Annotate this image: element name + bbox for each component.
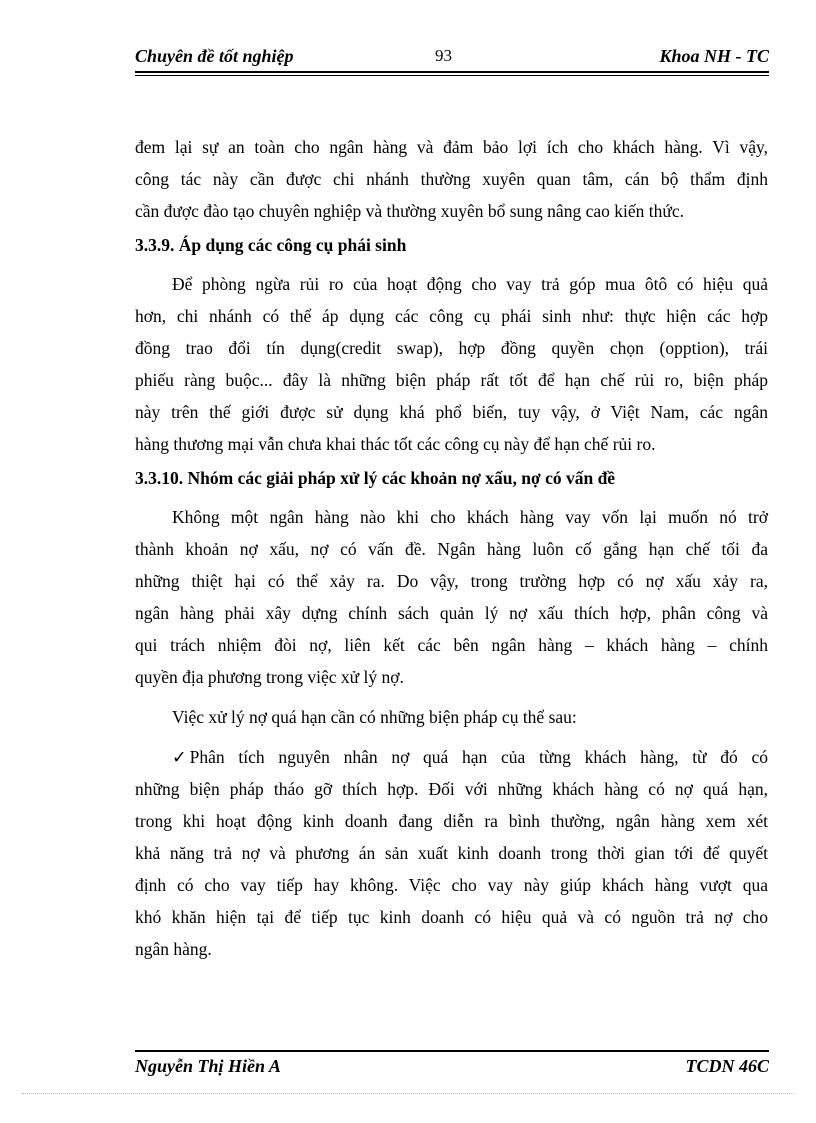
footer-right: TCDN 46C [685,1056,769,1076]
text-line [135,744,768,776]
line-text: khó khăn hiện tại để tiếp tục kinh doanh có hiệu quả và có nguồn trả nợ cho [135,907,768,927]
paragraph [135,271,768,463]
header-divider [135,71,769,76]
text-line [135,936,768,968]
line-text: đem lại sự an toàn cho ngân hàng và đảm bảo lợi ích cho khách hàng. Vì vậy, [135,137,768,157]
line-text: ngân hàng phải xây dựng chính sách quản lý nợ xấu thích hợp, phân công và [135,603,768,623]
text-line [135,536,768,568]
line-text: đồng trao đổi tín dụng(credit swap), hợp đồng quyền chọn (opption), trái [135,338,768,358]
page-header [135,46,769,68]
paragraph [135,504,768,696]
bullet-paragraph [135,744,768,968]
document-body [135,134,768,968]
line-text: hàng thương mại vẫn chưa khai thác tốt các công cụ này để hạn chế rủi ro. [135,434,656,454]
text-line [135,904,768,936]
text-line [135,303,768,335]
paragraph-gap [135,736,768,744]
footer-left: Nguyễn Thị Hiền A [135,1056,281,1076]
page-number: 93 [435,46,452,65]
checkmark-bullet-icon: ✓ [172,747,187,767]
section-heading: 3.3.10. Nhóm các giải pháp xử lý các khoản nợ xấu, nợ có vấn đề [135,468,616,488]
text-line [135,431,768,463]
line-text: này trên thế giới được sử dụng khá phổ biến, tuy vậy, ở Việt Nam, các ngân [135,402,768,422]
text-line [135,367,768,399]
line-text: định có cho vay tiếp hay không. Việc cho vay này giúp khách hàng vượt qua [135,875,768,895]
text-line [135,271,768,303]
line-text: hơn, chi nhánh có thể áp dụng các công cụ phái sinh như: thực hiện các hợp [135,306,768,326]
line-text: qui trách nhiệm đòi nợ, liên kết các bên ngân hàng – khách hàng – chính [135,635,768,655]
line-text: ngân hàng. [135,939,212,959]
text-line [135,335,768,367]
line-text: trong khi hoạt động kinh doanh đang diễn ra bình thường, ngân hàng xem xét [135,811,768,831]
section-heading: 3.3.9. Áp dụng các công cụ phái sinh [135,235,407,255]
paragraph [135,134,768,230]
text-line [135,872,768,904]
header-right: Khoa NH - TC [659,46,769,66]
line-text: những biện pháp tháo gỡ thích hợp. Đối với những khách hàng có nợ quá hạn, [135,779,768,799]
line-text: Việc xử lý nợ quá hạn cần có những biện pháp cụ thể sau: [172,707,577,727]
paragraph-gap [135,696,768,704]
line-text: Phân tích nguyên nhân nợ quá hạn của từng khách hàng, từ đó có [189,747,768,767]
text-line [135,134,768,166]
text-line [135,600,768,632]
text-line [135,504,768,536]
paragraph [135,704,768,736]
text-line [135,399,768,431]
text-line [135,198,768,230]
line-text: cần được đào tạo chuyên nghiệp và thường xuyên bổ sung nâng cao kiến thức. [135,201,684,221]
text-line [135,632,768,664]
text-line [135,776,768,808]
line-text: Không một ngân hàng nào khi cho khách hàng vay vốn lại muốn nó trở [172,507,768,527]
footer-divider [135,1050,769,1052]
text-line [135,840,768,872]
text-line [135,664,768,696]
line-text: phiếu ràng buộc... đây là những biện pháp rất tốt để hạn chế rủi ro, biện pháp [135,370,768,390]
line-text: khả năng trả nợ và phương án sản xuất kinh doanh trong thời gian tới để quyết [135,843,768,863]
line-text: công tác này cần được chi nhánh thường xuyên quan tâm, cán bộ thẩm định [135,169,768,189]
line-text: những thiệt hại có thể xảy ra. Do vậy, trong trường hợp có nợ xấu xảy ra, [135,571,768,591]
text-line [135,166,768,198]
text-line [135,704,768,736]
line-text: Để phòng ngừa rủi ro của hoạt động cho vay trả góp mua ôtô có hiệu quả [172,274,768,294]
header-left: Chuyên đề tốt nghiệp [135,46,294,66]
text-line [135,568,768,600]
line-text: thành khoản nợ xấu, nợ có vấn đề. Ngân hàng luôn cố gắng hạn chế tối đa [135,539,768,559]
page-boundary [22,1093,794,1094]
line-text: quyền địa phương trong việc xử lý nợ. [135,667,404,687]
text-line [135,808,768,840]
